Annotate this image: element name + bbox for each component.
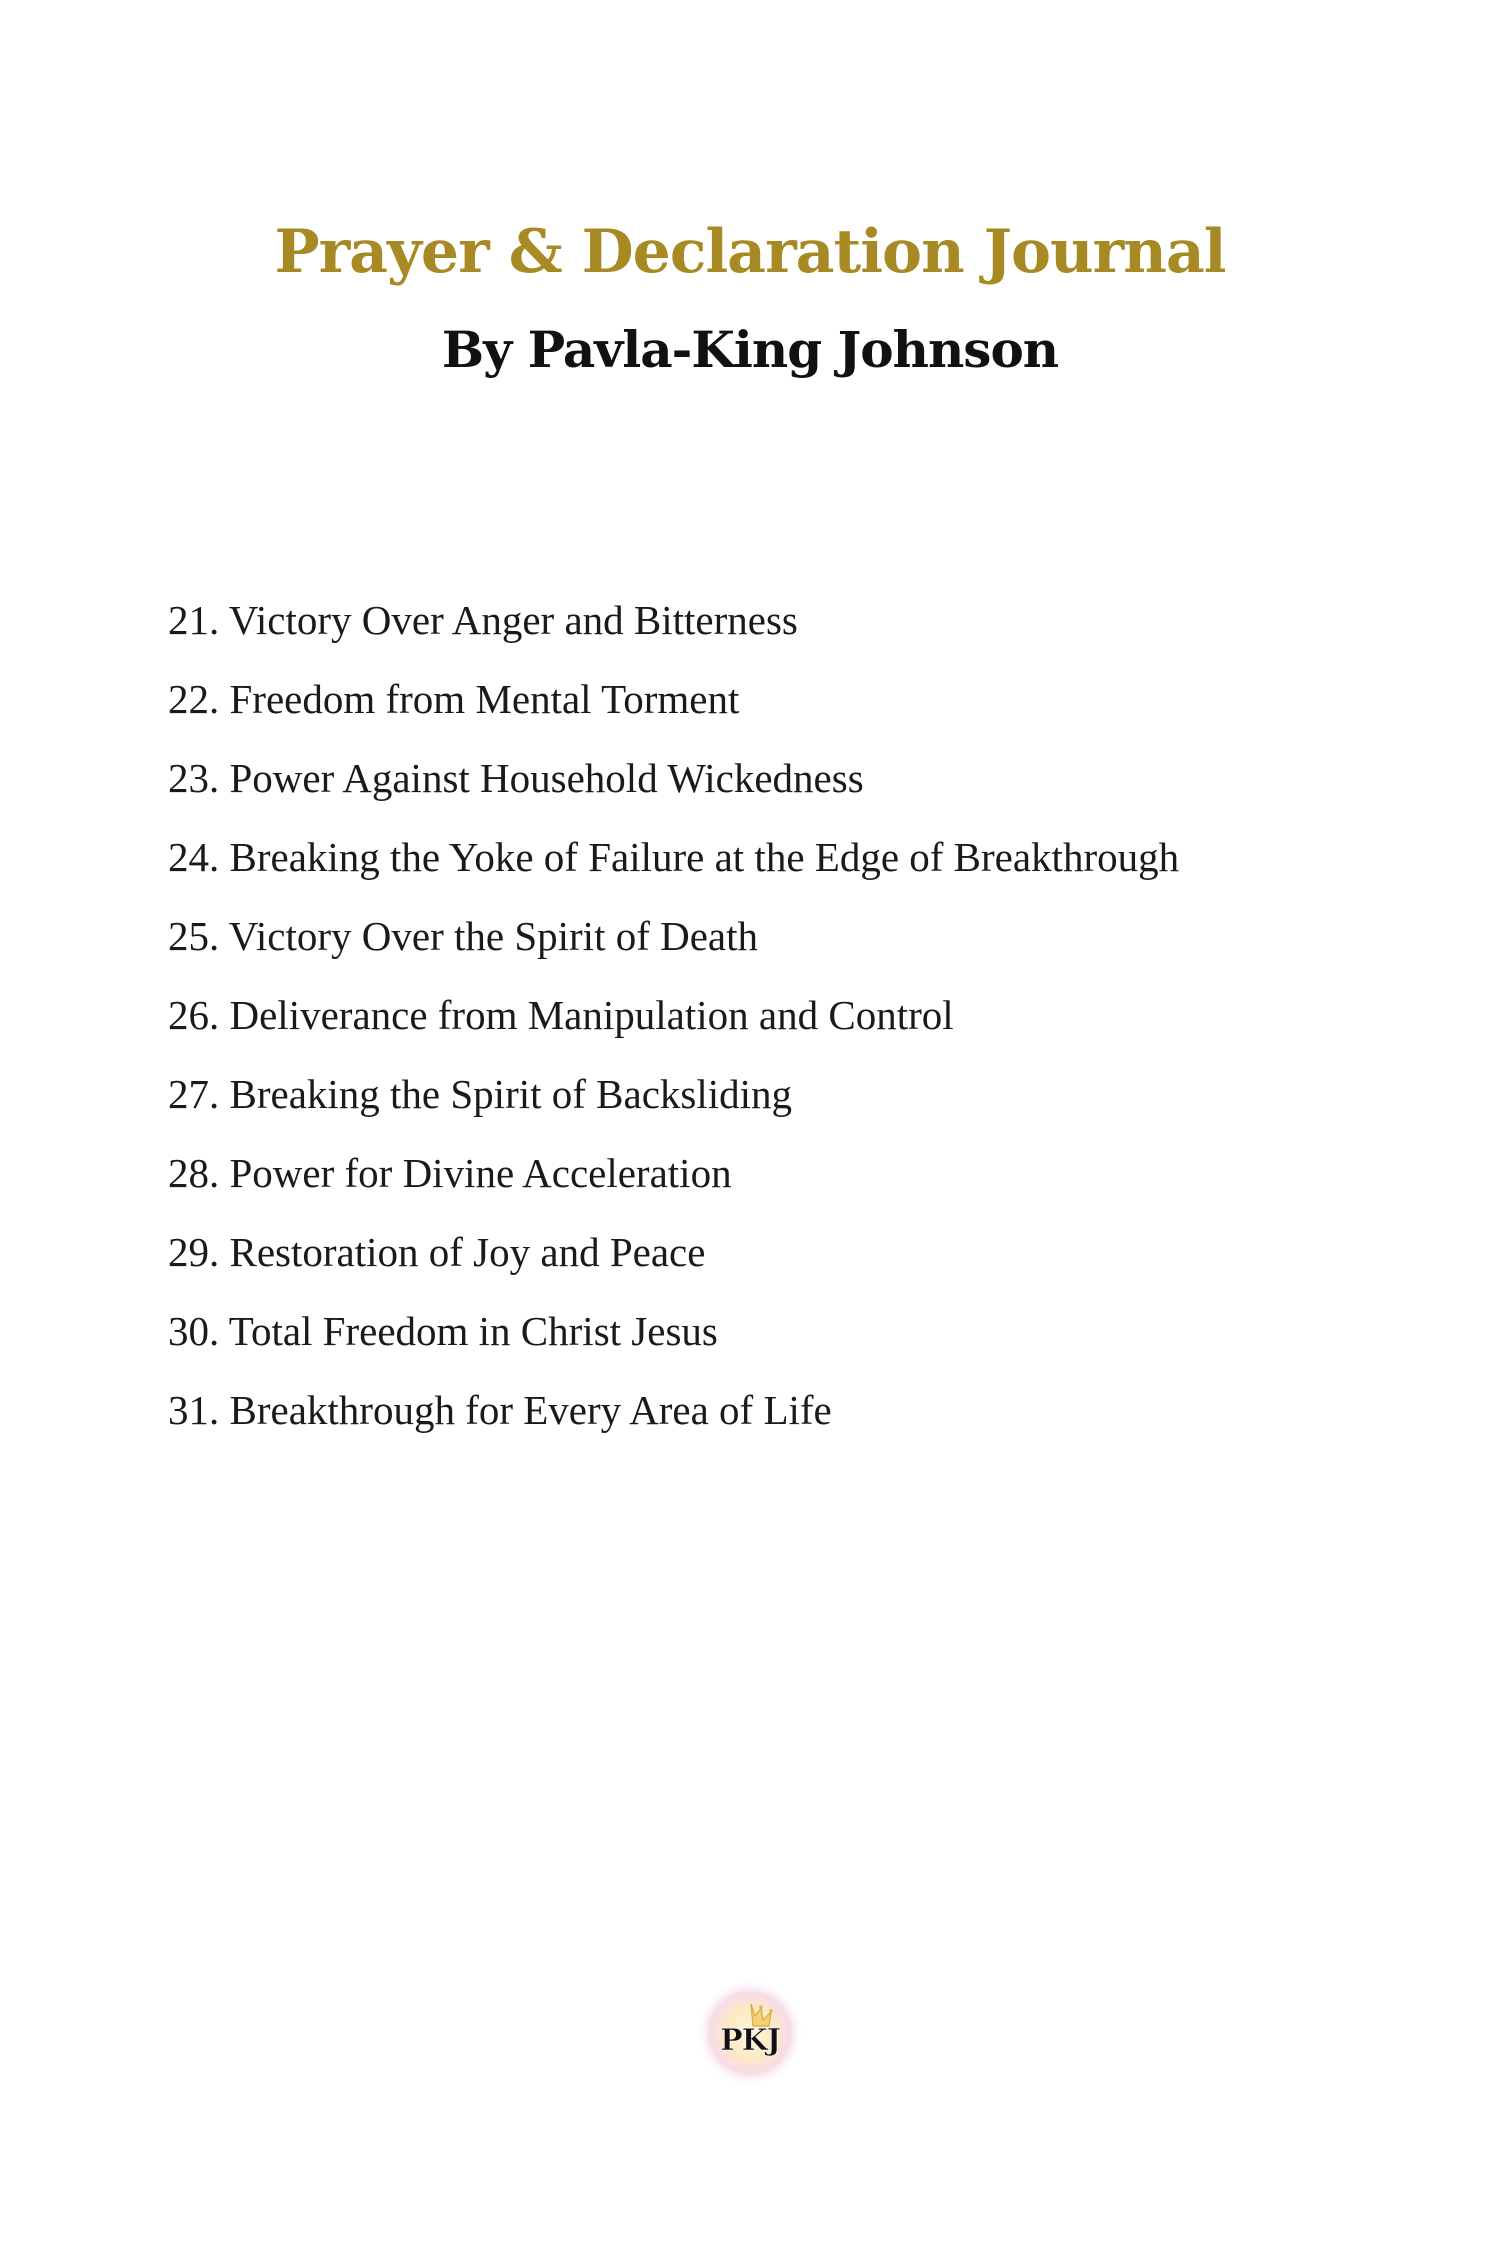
- list-item: 28. Power for Divine Acceleration: [168, 1150, 732, 1196]
- list-item: 31. Breakthrough for Every Area of Life: [168, 1387, 832, 1433]
- list-item: 25. Victory Over the Spirit of Death: [168, 913, 759, 959]
- list-item: 22. Freedom from Mental Torment: [168, 676, 740, 722]
- list-item: 27. Breaking the Spirit of Backsliding: [168, 1071, 793, 1117]
- page-title: Prayer & Declaration Journal: [274, 217, 1226, 287]
- author-byline: By Pavla-King Johnson: [441, 320, 1059, 379]
- logo-text: PKJ: [720, 2023, 780, 2058]
- pkj-logo: [695, 1978, 805, 2088]
- contents-list: [168, 590, 1179, 1459]
- list-item: 29. Restoration of Joy and Peace: [168, 1229, 706, 1275]
- list-item: 21. Victory Over Anger and Bitterness: [168, 597, 798, 643]
- list-item: 24. Breaking the Yoke of Failure at the Edge of Breakthrough: [168, 834, 1180, 880]
- list-item: 23. Power Against Household Wickedness: [168, 755, 864, 801]
- list-item: 26. Deliverance from Manipulation and Control: [168, 992, 954, 1038]
- list-item: 30. Total Freedom in Christ Jesus: [168, 1308, 718, 1354]
